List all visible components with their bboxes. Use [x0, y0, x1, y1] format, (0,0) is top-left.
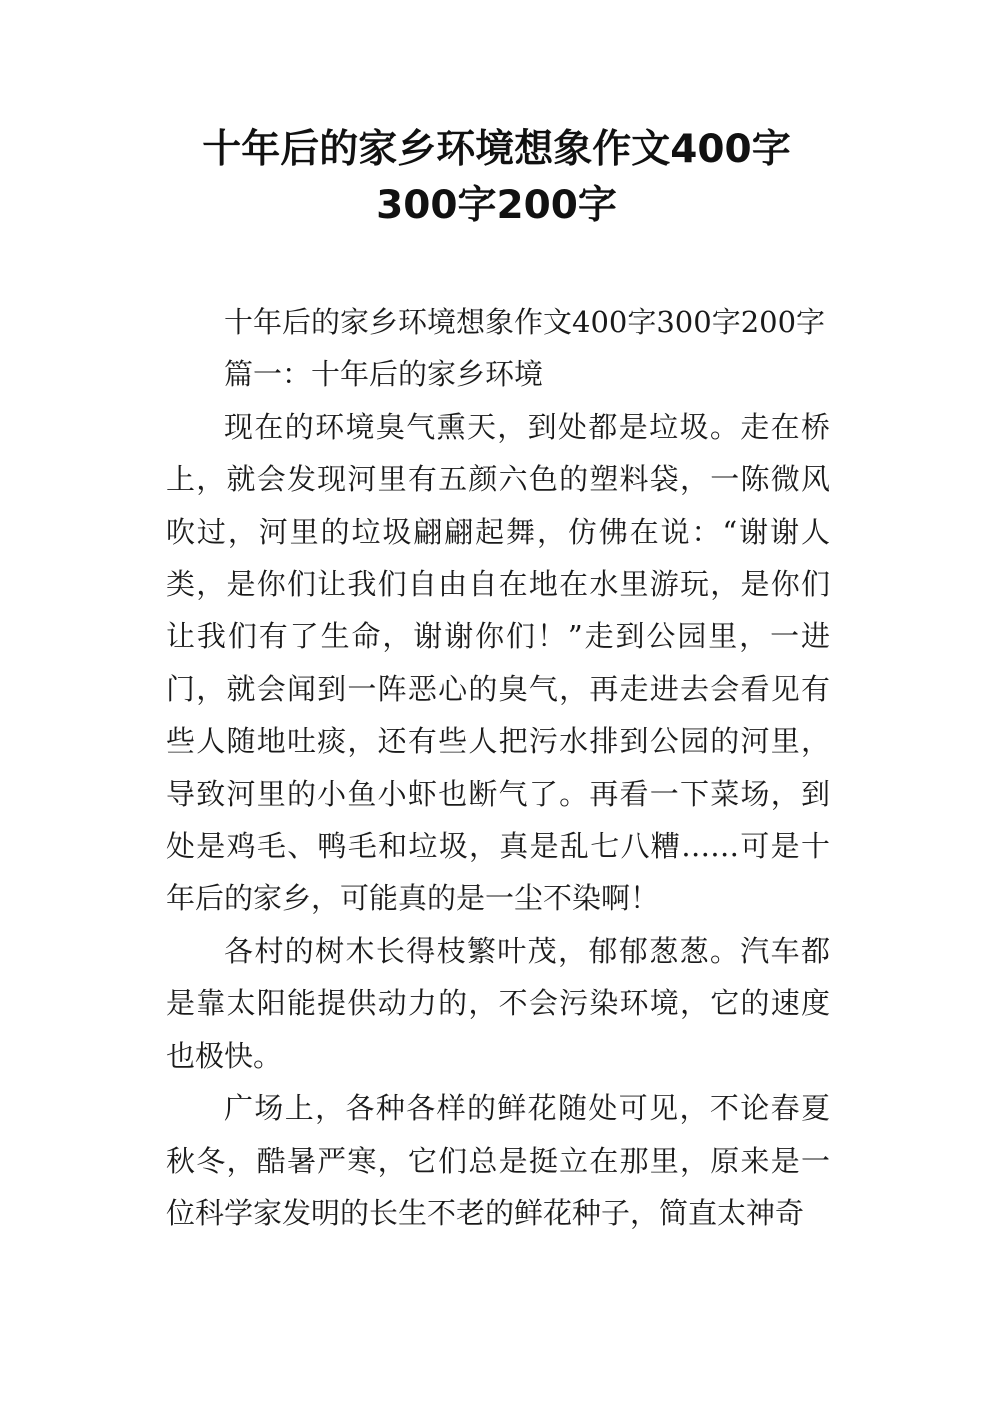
document-title-line-2: 300字200字 [376, 183, 617, 228]
document-title-line-1: 十年后的家乡环境想象作文400字 [202, 127, 791, 172]
paragraph-body: 各村的树木长得枝繁叶茂，郁郁葱葱。汽车都是靠太阳能提供动力的，不会污染环境，它的速度也极快。 [166, 933, 830, 1073]
paragraph-body: 广场上，各种各样的鲜花随处可见，不论春夏秋冬，酷暑严寒，它们总是挺立在那里，原来是一位科学家发明的长生不老的鲜花种子，简直太神奇 [166, 1091, 830, 1230]
document-body [166, 296, 830, 1239]
paragraph-section-title: 篇一：十年后的家乡环境 [224, 357, 544, 392]
paragraph-heading: 十年后的家乡环境想象作文400字300字200字 [224, 305, 826, 339]
paragraph-body: 现在的环境臭气熏天，到处都是垃圾。走在桥上，就会发现河里有五颜六色的塑料袋，一陈微风吹过，河里的垃圾翩翩起舞，仿佛在说：“谢谢人类，是你们让我们自由自在地在水里游玩，是你们让我们有了生命，谢谢你们！”走到公园里，一进门，就会闻到一阵恶心的臭气，再走进去会看见有些人随地吐痰，还有些人把污水排到公园的河里，导致河里的小鱼小虾也断气了。再看一下菜场，到处是鸡毛、鸭毛和垃圾，真是乱七八糟……可是十年后的家乡，可能真的是一尘不染啊！ [166, 409, 830, 916]
document-title [140, 122, 853, 234]
